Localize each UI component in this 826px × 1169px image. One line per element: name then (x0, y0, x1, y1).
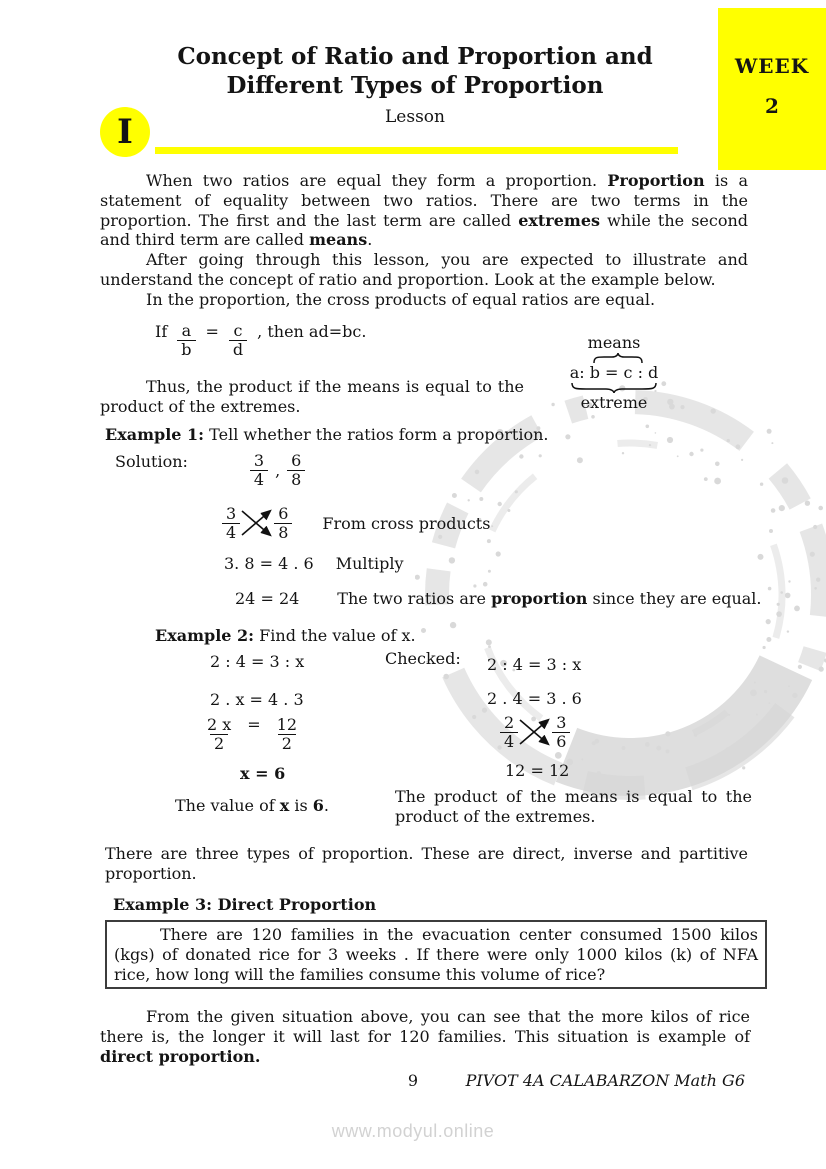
fraction-6-8 (287, 452, 305, 489)
example1-solution-row (115, 452, 305, 489)
means-label: means (587, 333, 641, 352)
proportion-expression: a: b = c : d (569, 363, 659, 382)
numerator: a (181, 321, 192, 340)
example1-label: Example 1: (105, 425, 205, 444)
intro-paragraph-1 (100, 171, 748, 250)
numerator: 12 (276, 715, 298, 734)
numerator: 6 (278, 503, 289, 523)
numerator: 2 (504, 712, 515, 732)
lesson-subtitle: Lesson (385, 107, 445, 127)
equal-note (337, 589, 761, 609)
text-run: is (289, 796, 313, 815)
example1-multiply-row (224, 554, 403, 574)
fraction-6-8 (274, 505, 292, 542)
types-paragraph: There are three types of proportion. These are direct, inverse and partitive proportion. (105, 844, 748, 883)
example1-cross-products-row (222, 503, 490, 543)
example3-label: Example 3: Direct Proportion (113, 895, 377, 914)
text-run: From the given situation above, you can see that the more kilos of rice there is, the longer it will last for 120 families. This situation is example of (100, 1007, 750, 1046)
example2-check-1: 2 : 4 = 3 : x (487, 655, 582, 674)
denominator: 8 (287, 470, 305, 489)
text-run: is a statement of equality between two ratios. There are two terms in the proportion. The first and the last term are called (100, 171, 748, 230)
example1-equal-row (235, 589, 762, 609)
title-line-2: Different Types of Proportion (226, 72, 604, 99)
week-label: WEEK (734, 54, 810, 78)
types-paragraph-wrap (105, 844, 748, 884)
denominator: 6 (552, 732, 570, 751)
numerator: 3 (556, 712, 567, 732)
week-badge (718, 8, 826, 170)
intro-paragraph-3: In the proportion, the cross products of equal ratios are equal. (146, 289, 656, 309)
denominator: 2 (278, 734, 296, 753)
text-run: . (323, 796, 330, 815)
denominator: b (177, 340, 195, 359)
equals-sign: = (205, 322, 219, 341)
if-label: If (155, 322, 168, 341)
cross-multiply-arrows-icon (237, 503, 277, 543)
numerator: 3 (253, 451, 265, 470)
comma: , (275, 461, 281, 480)
example3-problem-box (105, 920, 767, 989)
cross-products-note: From cross products (322, 513, 491, 533)
numerator: 2 x (207, 715, 232, 734)
cross-products-expression (222, 503, 292, 543)
example1-heading (105, 425, 548, 445)
solution-label: Solution: (115, 452, 188, 471)
fraction-a-b (177, 322, 195, 359)
thus-paragraph: Thus, the product if the means is equal to the product of the extremes. (100, 377, 524, 416)
title-line-1: Concept of Ratio and Proportion and (177, 43, 653, 70)
example2-heading (155, 626, 416, 646)
denominator: d (229, 340, 247, 359)
fraction-12-2 (273, 716, 301, 753)
bold-run: proportion (491, 589, 588, 608)
denominator: 8 (274, 523, 292, 542)
example2-cross-row (500, 712, 570, 752)
intro-paragraph-2: After going through this lesson, you are expected to illustrate and understand the concept of ratio and proportion. Look at the example below. (100, 250, 748, 289)
example2-check-note: The product of the means is equal to the product of the extremes. (395, 787, 752, 826)
website-watermark: www.modyul.online (331, 1121, 495, 1141)
example2-check-2: 2 . 4 = 3 . 6 (487, 689, 582, 708)
equal-expression: 24 = 24 (235, 589, 300, 608)
closing-paragraph-wrap (100, 1007, 750, 1066)
bold-run: means (309, 230, 368, 250)
denominator: 4 (250, 470, 268, 489)
solution-fractions (250, 452, 305, 489)
bold-run: extremes (518, 210, 601, 230)
example3-problem-text: There are 120 families in the evacuation center consumed 1500 kilos (kgs) of donated rice for 3 weeks . If there were only 1000 kilos (k) of NFA rice, how long will the families consume this volume of rice? (114, 925, 758, 984)
bold-run: x (279, 796, 290, 815)
means-extremes-diagram (556, 334, 672, 412)
fraction-2x-2 (203, 716, 235, 753)
fraction-c-d (229, 322, 247, 359)
extreme-label: extreme (580, 393, 648, 412)
checked-label: Checked: (385, 649, 461, 668)
numerator: 6 (291, 451, 302, 470)
example1-prompt: Tell whether the ratios form a proportion. (204, 425, 549, 444)
example2-result: x = 6 (240, 764, 286, 783)
proportion-rule-expression (155, 322, 366, 359)
page-title (100, 42, 730, 100)
text-run: The value of (175, 796, 280, 815)
example2-prompt: Find the value of x. (254, 626, 416, 645)
denominator: 4 (222, 523, 240, 542)
denominator: 4 (500, 732, 518, 751)
numerator: c (233, 321, 243, 340)
example2-label: Example 2: (155, 626, 255, 645)
fraction-3-6 (552, 714, 570, 751)
over-brace-icon (592, 353, 644, 363)
text-run: When two ratios are equal they form a proportion. (146, 171, 608, 190)
example3-heading (113, 895, 376, 915)
denominator: 2 (210, 734, 228, 753)
example2-step-2: 2 . x = 4 . 3 (210, 690, 304, 709)
bold-run: Proportion (607, 171, 705, 190)
bold-run: direct proportion. (100, 1046, 261, 1066)
numerator: 3 (226, 503, 237, 523)
yellow-divider-line (155, 147, 678, 154)
equals-sign: = (247, 715, 261, 734)
text-run: The two ratios are (337, 589, 492, 608)
cross-multiply-arrows-icon (515, 712, 555, 752)
cross-products-expression (500, 712, 570, 752)
section-marker-letter: I (117, 112, 133, 152)
text-run: . (367, 230, 373, 250)
intro-section (100, 171, 748, 310)
thus-paragraph-wrap (100, 377, 524, 417)
example2-value-sentence (175, 796, 329, 816)
week-number: 2 (765, 94, 779, 118)
source-label: PIVOT 4A CALABARZON Math G6 (465, 1071, 745, 1090)
text-run: since they are equal. (587, 589, 762, 608)
example2-check-3: 12 = 12 (505, 761, 570, 780)
closing-paragraph (100, 1007, 750, 1066)
section-marker-i (100, 107, 150, 157)
then-text: , then ad=bc. (257, 322, 367, 341)
page-number: 9 (407, 1071, 419, 1090)
example2-check-note-wrap (395, 787, 752, 827)
text-run: while the second and third term are called (100, 210, 749, 250)
header (100, 42, 730, 127)
multiply-note: Multiply (335, 554, 404, 573)
example2-fraction-equation (203, 716, 301, 753)
under-brace-icon (570, 383, 658, 393)
multiply-expression: 3. 8 = 4 . 6 (224, 554, 314, 573)
example2-step-1: 2 : 4 = 3 : x (210, 652, 305, 671)
fraction-3-4 (250, 452, 268, 489)
bold-run: 6 (312, 796, 324, 815)
